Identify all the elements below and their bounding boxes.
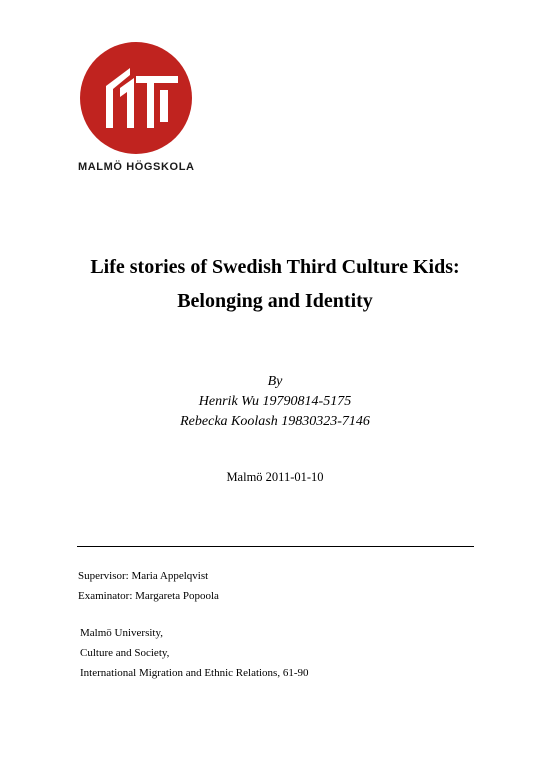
by-label: By [267, 374, 283, 389]
title-line-1: Life stories of Swedish Third Culture Kids: [90, 256, 460, 278]
byline [0, 372, 550, 432]
university-line: Malmö University, [80, 627, 163, 639]
logo-wordmark: MALMÖ HÖGSKOLA [78, 161, 195, 173]
program-line: International Migration and Ethnic Relations, 61-90 [80, 667, 309, 679]
author-2: Rebecka Koolash 19830323-7146 [180, 414, 370, 429]
divider-rule [77, 546, 474, 547]
supervisor-line: Supervisor: Maria Appelqvist [78, 570, 209, 582]
university-logo [78, 42, 198, 173]
malmo-hogskola-logo-icon [80, 42, 192, 154]
affiliation-info [80, 623, 309, 683]
examiner-line: Examinator: Margareta Popoola [78, 590, 219, 602]
title-line-2: Belonging and Identity [177, 290, 373, 312]
date-line: Malmö 2011-01-10 [226, 470, 324, 484]
thesis-title [0, 250, 550, 318]
faculty-line: Culture and Society, [80, 647, 170, 659]
supervision-info [78, 566, 219, 606]
author-1: Henrik Wu 19790814-5175 [198, 394, 352, 409]
